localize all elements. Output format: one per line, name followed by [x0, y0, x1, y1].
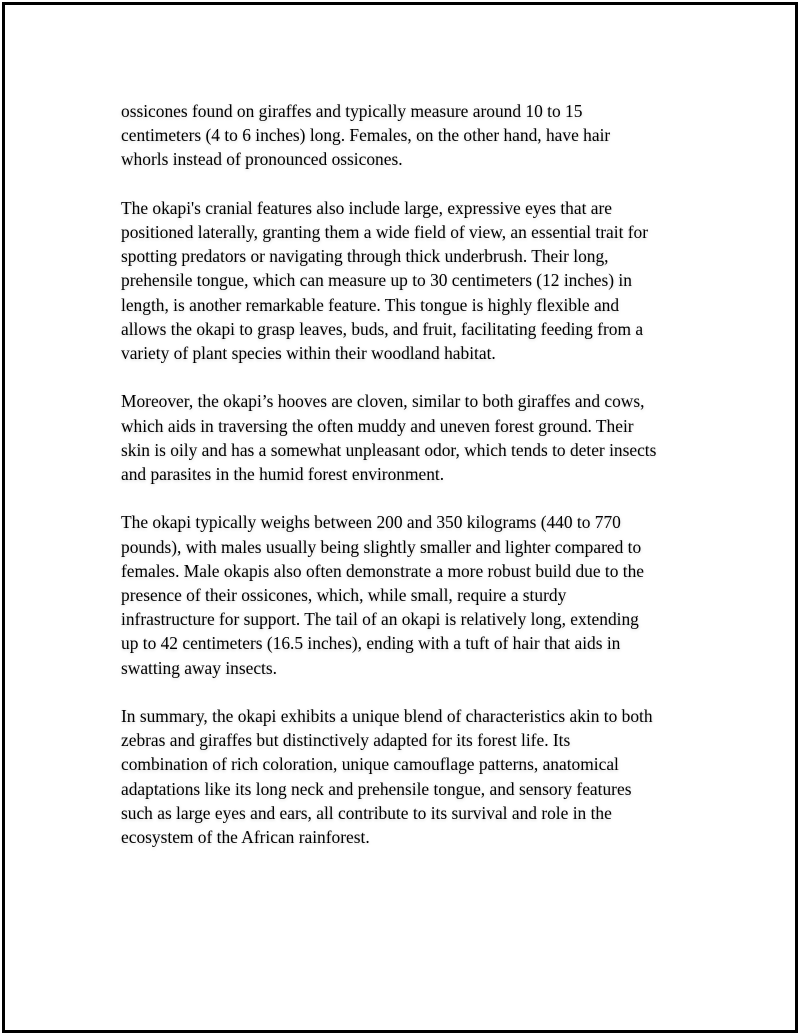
paragraph-hooves-skin: Moreover, the okapi’s hooves are cloven, similar to both giraffes and cows, which aids in traversing the often muddy and uneven forest ground. Their skin is oily and has a somewhat unpleasant odor, which tends to deter insects and parasites in the humid forest environment.	[121, 391, 657, 485]
paragraph-summary: In summary, the okapi exhibits a unique blend of characteristics akin to both zebras and giraffes but distinctively adapted for its forest life. Its combination of rich coloration, unique camouflage patterns, anatomical adaptations like its long neck and prehensile tongue, and sensory features such as large eyes and ears, all contribute to its survival and role in the ecosystem of the African rainforest.	[121, 706, 653, 848]
paragraph-weight-tail: The okapi typically weighs between 200 and 350 kilograms (440 to 770 pounds), with males usually being slightly smaller and lighter compared to females. Male okapis also often demonstrate a more robust build due to the presence of their ossicones, which, while small, require a sturdy infrastructure for support. The tail of an okapi is relatively long, extending up to 42 centimeters (16.5 inches), ending with a tuft of hair that aids in swatting away insects.	[121, 512, 645, 678]
page-border	[2, 2, 798, 1033]
paragraph-ossicones: ossicones found on giraffes and typically measure around 10 to 15 centimeters (4 to 6 inches) long. Females, on the other hand, have hair whorls instead of pronounced ossicones.	[121, 101, 611, 170]
paragraph-cranial-features: The okapi's cranial features also include large, expressive eyes that are positioned laterally, granting them a wide field of view, an essential trait for spotting predators or navigating through thick underbrush. Their long, prehensile tongue, which can measure up to 30 centimeters (12 inches) in length, is another remarkable feature. This tongue is highly flexible and allows the okapi to grasp leaves, buds, and fruit, facilitating feeding from a variety of plant species within their woodland habitat.	[121, 197, 649, 364]
document-body	[121, 99, 701, 849]
